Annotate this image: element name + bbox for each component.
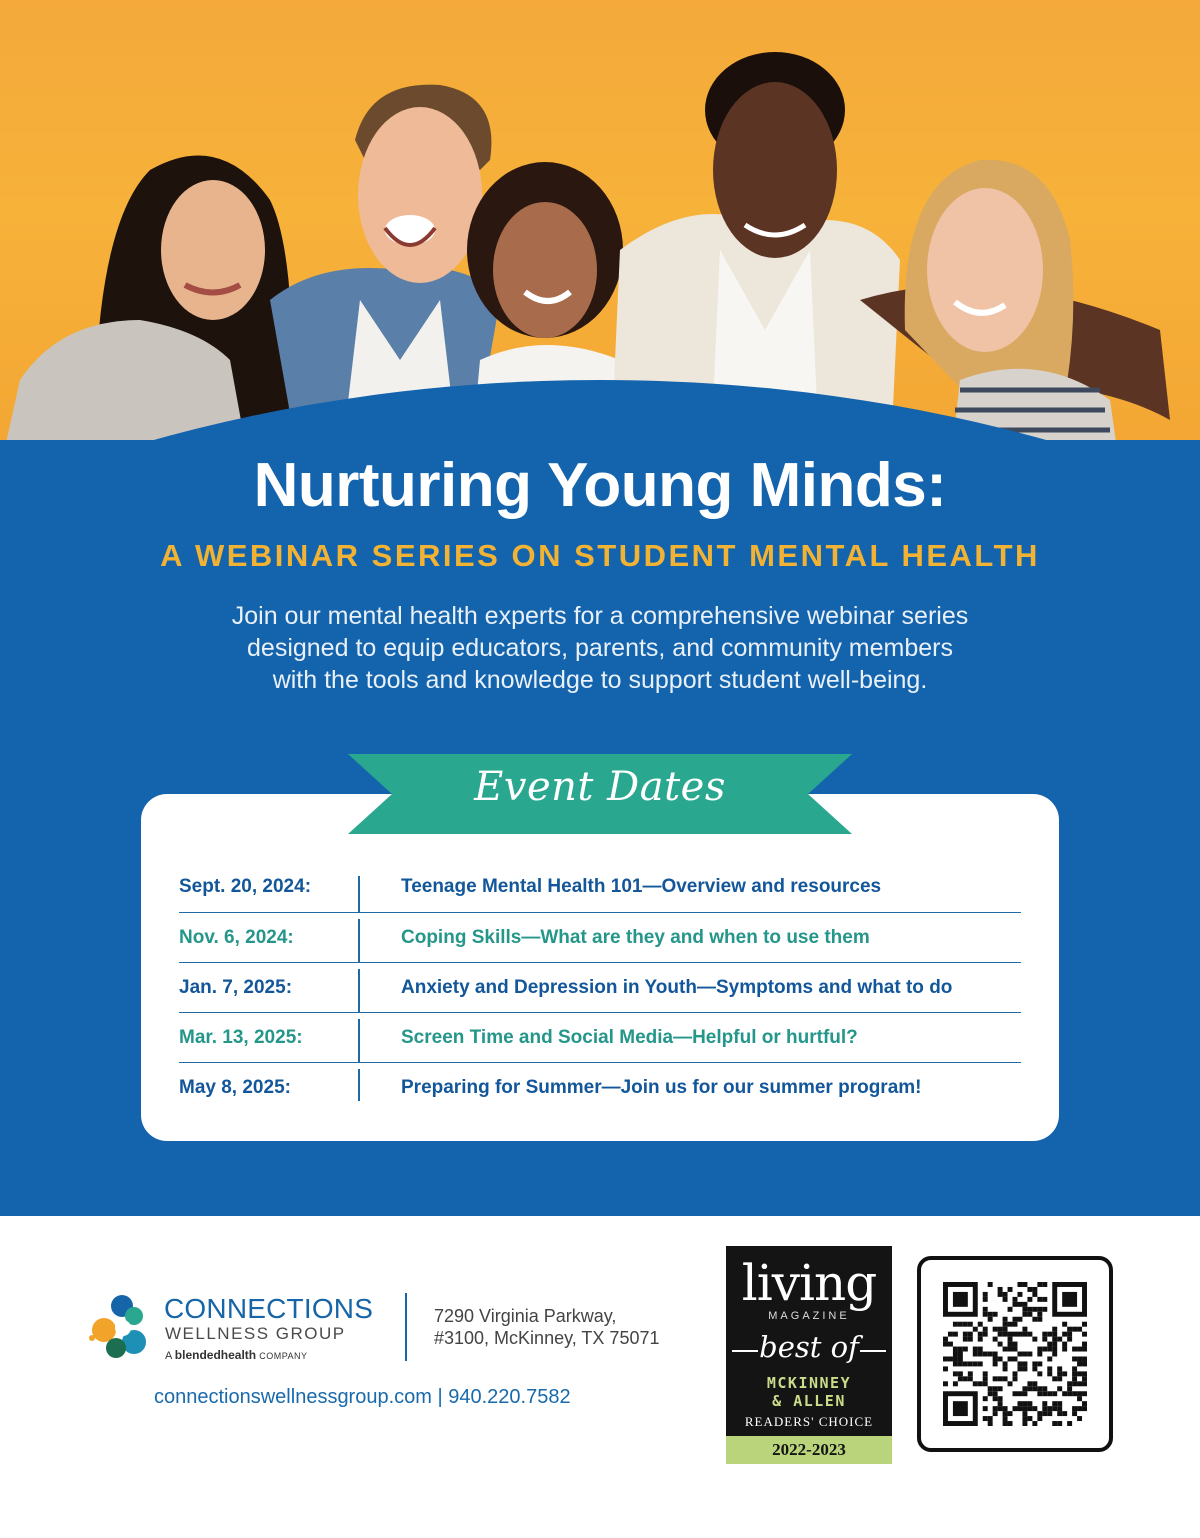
event-topic: Teenage Mental Health 101—Overview and resources [401,876,882,897]
address-line: 7290 Virginia Parkway, [434,1306,617,1326]
event-row [179,962,1021,1012]
row-divider [358,1019,360,1063]
event-row [179,1012,1021,1062]
event-date: Jan. 7, 2025: [179,976,293,998]
badge-rule-right [860,1350,886,1352]
event-date: Sept. 20, 2024: [179,876,312,897]
intro-line: Join our mental health experts for a comprehensive webinar series [231,602,969,630]
row-divider [358,919,360,963]
badge-years: 2022-2023 [726,1436,892,1464]
intro-line: designed to equip educators, parents, and community members [247,634,953,662]
event-topic: Anxiety and Depression in Youth—Symptoms and what to do [401,976,953,998]
brand-name: CONNECTIONS [164,1293,374,1324]
address [434,1305,704,1349]
events-list [179,862,1021,1112]
event-date: Mar. 13, 2025: [179,1026,303,1048]
page-subtitle: A WEBINAR SERIES ON STUDENT MENTAL HEALTH [160,538,1040,573]
event-topic: Coping Skills—What are they and when to use them [401,926,870,948]
row-divider [358,876,360,912]
row-divider [358,969,360,1013]
address-line: #3100, McKinney, TX 75071 [434,1328,660,1348]
intro-paragraph [150,600,1050,696]
event-date: Nov. 6, 2024: [179,926,294,948]
row-divider [358,1069,360,1101]
event-topic: Screen Time and Social Media—Helpful or hurtful? [401,1026,858,1048]
connections-logo-icon [86,1292,156,1362]
page-title: Nurturing Young Minds: [253,451,947,520]
brand-parent [165,1348,308,1362]
badge-award: READERS' CHOICE [744,1414,874,1429]
event-row [179,1062,1021,1112]
readers-choice-badge [726,1246,892,1464]
event-row [179,862,1021,912]
qr-code-icon [943,1282,1087,1426]
brand-subtitle: WELLNESS GROUP [165,1324,346,1343]
badge-city [726,1374,892,1410]
badge-magazine-title: living [741,1254,877,1312]
brand-parent-name: blendedhealth [174,1348,257,1362]
brand-parent-prefix: A [165,1350,172,1362]
badge-city-line: MCKINNEY [766,1374,852,1392]
badge-city-line: & ALLEN [772,1392,846,1410]
qr-code[interactable] [917,1256,1113,1452]
event-dates-heading: Event Dates [474,764,726,810]
event-topic: Preparing for Summer—Join us for our summer program! [401,1076,922,1098]
event-row [179,912,1021,962]
contact-info[interactable]: connectionswellnessgroup.com | 940.220.7582 [154,1386,571,1408]
badge-best-of: best of [759,1330,859,1364]
intro-line: with the tools and knowledge to support student well-being. [272,666,928,694]
event-date: May 8, 2025: [179,1076,291,1098]
footer-divider [405,1293,407,1361]
brand-parent-suffix: COMPANY [259,1351,308,1361]
badge-magazine-sub: MAGAZINE [768,1310,850,1322]
